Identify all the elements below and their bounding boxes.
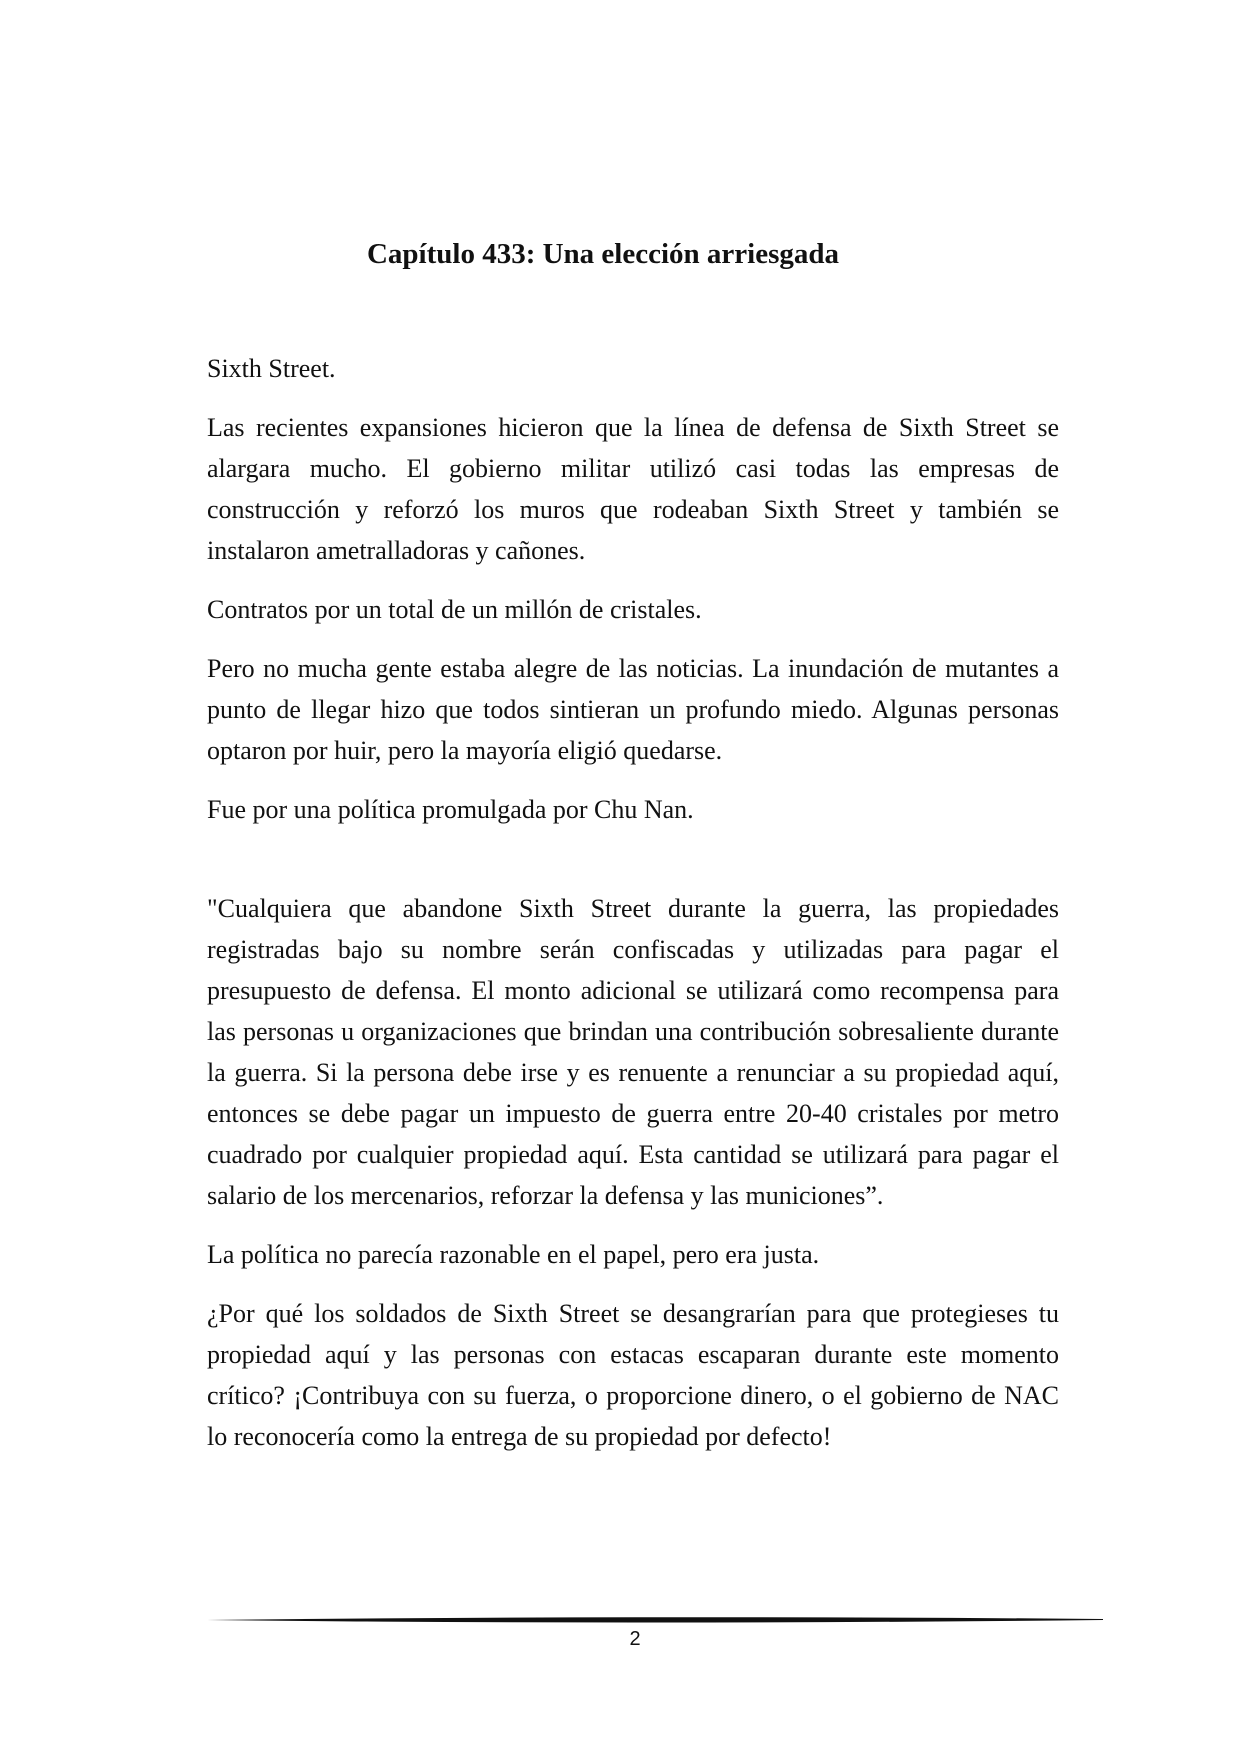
paragraph: Contratos por un total de un millón de cristales. [207,595,702,624]
page-number: 2 [629,1628,641,1650]
footer-divider [207,1616,1103,1624]
paragraph: Las recientes expansiones hicieron que la línea de defensa de Sixth Street se alargara mucho. El gobierno militar utilizó casi todas las empresas de construcción y reforzó los muros que rodeaban Sixth Street y también se instalaron ametralladoras y cañones. [207,413,1059,565]
chapter-body [207,348,1059,1475]
paragraph: "Cualquiera que abandone Sixth Street durante la guerra, las propiedades registradas bajo su nombre serán confiscadas y utilizadas para pagar el presupuesto de defensa. El monto adicional se utilizará como recompensa para las personas u organizaciones que brindan una contribución sobresaliente durante la guerra. Si la persona debe irse y es renuente a renunciar a su propiedad aquí, entonces se debe pagar un impuesto de guerra entre 20-40 cristales por metro cuadrado por cualquier propiedad aquí. Esta cantidad se utilizará para pagar el salario de los mercenarios, reforzar la defensa y las municiones”. [207,894,1059,1210]
paragraph: Fue por una política promulgada por Chu Nan. [207,795,694,824]
paragraph: Pero no mucha gente estaba alegre de las noticias. La inundación de mutantes a punto de llegar hizo que todos sintieran un profundo miedo. Algunas personas optaron por huir, pero la mayoría eligió quedarse. [207,654,1059,765]
paragraph: ¿Por qué los soldados de Sixth Street se desangrarían para que protegieses tu propiedad aquí y las personas con estacas escaparan durante este momento crítico? ¡Contribuya con su fuerza, o proporcione dinero, o el gobierno de NAC lo reconocería como la entrega de su propiedad por defecto! [207,1299,1059,1451]
paragraph: Sixth Street. [207,354,336,383]
chapter-title: Capítulo 433: Una elección arriesgada [366,238,839,270]
paragraph: La política no parecía razonable en el papel, pero era justa. [207,1240,820,1269]
